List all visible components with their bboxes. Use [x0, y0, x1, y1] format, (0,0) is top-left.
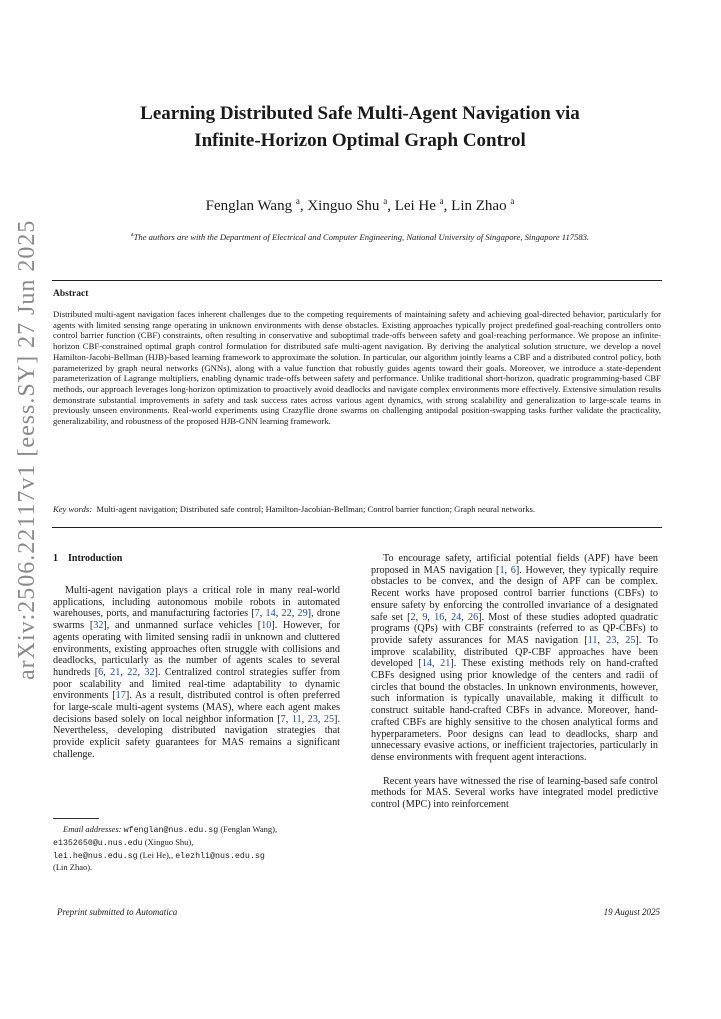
author-name: Xinguo Shu: [307, 198, 380, 214]
citation-link[interactable]: 21: [110, 666, 121, 678]
affiliation-mark: a: [130, 232, 134, 239]
citation-link[interactable]: 6: [510, 564, 516, 576]
text-run: ]. Nevertheless, developing distributed navigation strategies that provide explicit safety guarantees for MAS remains a significant challenge.: [53, 713, 340, 760]
citation-link[interactable]: 23: [307, 713, 318, 725]
arxiv-identifier[interactable]: arXiv:2506.22117v1 [eess.SY] 27 Jun 2025: [14, 219, 40, 680]
citation-link[interactable]: 9: [422, 611, 428, 623]
citation-link[interactable]: 14: [265, 608, 276, 620]
citation-link[interactable]: 25: [625, 634, 636, 646]
text-run: Multi-agent navigation plays a critical role in many real-world applications, including autonomous mobile robots in automated warehouses, ports, and manufacturing factories [: [53, 585, 340, 620]
email-link[interactable]: elezhli@nus.edu.sg: [175, 851, 265, 861]
citation-link[interactable]: 26: [467, 611, 479, 623]
email-link[interactable]: lei.he@nus.edu.sg: [53, 851, 138, 861]
abstract-top-rule: [52, 280, 662, 281]
citation-link[interactable]: 1: [499, 564, 505, 576]
citation-link[interactable]: 23: [606, 634, 617, 646]
citation-link[interactable]: 17: [115, 690, 126, 702]
citation-link[interactable]: 22: [281, 608, 292, 620]
email-owner: (Fenglan Wang),: [220, 824, 278, 834]
citation-link[interactable]: 29: [297, 608, 308, 620]
affiliation-mark: a: [439, 196, 444, 206]
section-number: 1: [53, 553, 58, 564]
affiliation-text: The authors are with the Department of Electrical and Computer Engineering, National University of Singapore, Singapore 117583.: [133, 232, 590, 242]
footer-date: 19 August 2025: [603, 907, 660, 917]
text-run: ]. Centralized control strategies suffer from poor scalability and limited real-time adaptability to dynamic environments [: [53, 666, 341, 702]
citation-link[interactable]: 14: [421, 658, 433, 670]
paragraph: [371, 776, 658, 811]
citation-link[interactable]: 32: [144, 666, 155, 678]
text-run: Recent years have witnessed the rise of learning-based safe control methods for MAS. Several works have integrated model predictive control (MPC) into reinforcement: [371, 775, 658, 811]
affiliation-mark: a: [295, 196, 300, 206]
footnote-emails: Email addresses: wfenglan@nus.edu.sg (Fenglan Wang), e1352650@u.nus.edu (Xinguo Shu), lei.he@nus.edu.sg (Lei He),, elezhli@nus.edu.sg (Lin Zhao).: [53, 824, 278, 873]
citation-link[interactable]: 22: [127, 666, 138, 678]
text-run: ]. To improve scalability, distributed QP-CBF approaches have been developed [: [371, 634, 658, 670]
text-run: ], and unmanned surface vehicles [: [103, 620, 262, 632]
author-name: Lin Zhao: [451, 198, 507, 214]
citation-link[interactable]: 6: [98, 666, 104, 678]
email-owner: (Xinguo Shu),: [144, 836, 194, 847]
affiliation-mark: a: [510, 196, 515, 206]
author-name: Fenglan Wang: [205, 198, 293, 214]
abstract-heading: Abstract: [53, 289, 89, 299]
email-owner: (Lin Zhao).: [53, 862, 93, 873]
footnote-label: Email addresses:: [63, 824, 122, 834]
affiliation: [50, 232, 670, 242]
footnote-rule: [53, 818, 99, 819]
citation-link[interactable]: 24: [451, 611, 462, 623]
email-link[interactable]: e1352650@u.nus.edu: [53, 838, 143, 848]
text-run: ], drone swarms [: [53, 608, 341, 632]
text-run: To encourage safety, artificial potential fields (APF) have been proposed in MAS navigation [: [371, 553, 658, 576]
citation-link[interactable]: 10: [261, 620, 272, 632]
text-run: ]. These existing methods rely on hand-crafted CBFs designed using prior knowledge of the centers and radii of circles that bound the obstacles. In unknown environments, however, such information is typically unavailable, making it difficult to construct suitable hand-crafted CBFs in advance. Moreover, hand-crafted CBFs are highly sensitive to the chosen analytical forms and hyperparameters. Poor designs can lead to deadlocks, sharp and unnecessary evasive actions, or inefficient trajectories, particularly in dense environments with frequent agent interactions.: [371, 658, 659, 763]
paragraph: Multi-agent navigation plays a critical role in many real-world applications, including autonomous mobile robots in automated warehouses, ports, and manufacturing factories [7, 14, 22, 29], drone swarms [32], and unmanned surface vehicles [10]. However, for agents operating with limited sensing radii in unknown and cluttered environments, existing approaches often struggle with collisions and deadlocks, particularly as the number of agents scales to several hundreds [6, 21, 22, 32]. Centralized control strategies suffer from poor scalability and limited real-time adaptability to dynamic environments [17]. As a result, distributed control is often preferred for large-scale multi-agent systems (MAS), where each agent makes decisions based solely on local neighbor information [7, 11, 23, 25]. Nevertheless, developing distributed navigation strategies that provide explicit safety guarantees for MAS remains a significant challenge.: [53, 585, 341, 760]
footer-preprint-note: Preprint submitted to Automatica: [57, 907, 178, 917]
abstract-text: Distributed multi-agent navigation faces inherent challenges due to the competing requirements of maintaining safety and achieving goal-directed behavior, particularly for agents with limited sensing range operating in unknown environments with dense obstacles. Existing approaches typically project predefined goal-reaching controllers onto control barrier function (CBF) constraints, often resulting in conservative and suboptimal trade-offs between safety and goal-reaching performance. We propose an infinite-horizon CBF-constrained optimal graph control formulation for distributed safe multi-agent navigation. By deriving the analytical solution structure, we develop a novel Hamilton-Jacobi-Bellman (HJB)-based learning framework to approximate the solution. In particular, our algorithm jointly learns a CBF and a distributed control policy, both parameterized by graph neural networks (GNNs), along with a value function that robustly guides agents toward their goals. Moreover, we introduce a state-dependent parameterization of Lagrange multipliers, enabling dynamic trade-offs between safety and performance. Unlike traditional short-horizon, quadratic programming-based CBF methods, our approach leverages long-horizon optimization to proactively avoid deadlocks and navigate complex environments more effectively. Extensive simulation results demonstrate substantial improvements in safety and task success rates across various agent dynamics, with strong scalability and generalization to large-scale teams in previously unseen environments. Real-world experiments using Crazyflie drone swarms on challenging antipodal position-swapping tasks further validate the practicality, generalizability, and robustness of the proposed HJB-GNN learning framework.: [53, 309, 661, 427]
text-run: ]. However, they typically require obstacles to be convex, and the design of APF can be complex. Recent works have proposed control barrier functions (CBFs) to ensure safety by enforcing the controlled invariance of a designated safe set [: [371, 564, 659, 623]
keywords: [53, 504, 661, 514]
title-line-1: Learning Distributed Safe Multi-Agent Navigation via: [140, 103, 580, 124]
affiliation-mark: a: [383, 196, 388, 206]
citation-link[interactable]: 25: [323, 713, 335, 725]
citation-link[interactable]: 11: [587, 634, 598, 646]
text-run: ]. However, for agents operating with limited sensing radii in unknown and cluttered environments, existing approaches often struggle with collisions and deadlocks, particularly as the number of agents scales to several hundreds [: [53, 620, 341, 678]
text-run: ]. Most of these studies adopted quadratic programs (QPs) with CBF constraints (referred to as QP-CBFs) to provide safety assurances for MAS navigation [: [371, 611, 659, 646]
paper-title: [60, 100, 660, 154]
keywords-text: Multi-agent navigation; Distributed safe control; Hamilton-Jacobian-Bellman; Control barrier function; Graph neural networks.: [96, 504, 536, 514]
citation-link[interactable]: 21: [440, 658, 451, 670]
citation-link[interactable]: 11: [291, 713, 302, 725]
right-column: [371, 553, 658, 811]
keywords-label: Key words:: [53, 504, 93, 514]
citation-link[interactable]: 32: [93, 620, 104, 632]
left-column: [53, 585, 340, 761]
title-line-2: Infinite-Horizon Optimal Graph Control: [194, 130, 526, 151]
citation-link[interactable]: 7: [280, 713, 286, 725]
author-list: Fenglan Wang $^a$, Xinguo Shu $^a$, Lei He $^a$, Lin Zhao $^a$: [205, 196, 515, 214]
citation-link[interactable]: 7: [254, 608, 260, 620]
citation-link[interactable]: 16: [434, 611, 445, 623]
section-title: Introduction: [68, 553, 123, 564]
citation-link[interactable]: 2: [410, 611, 416, 623]
email-link[interactable]: wfenglan@nus.edu.sg: [123, 826, 219, 835]
email-owner: (Lei He),: [139, 849, 171, 860]
paragraph: To encourage safety, artificial potential fields (APF) have been proposed in MAS navigation [1, 6]. However, they typically require obstacles to be convex, and the design of APF can be complex. Recent works have proposed control barrier functions (CBFs) to ensure safety by enforcing the controlled invariance of a designated safe set [2, 9, 16, 24, 26]. Most of these studies adopted quadratic programs (QPs) with CBF constraints (referred to as QP-CBFs) to provide safety assurances for MAS navigation [11, 23, 25]. To improve scalability, distributed QP-CBF approaches have been developed [14, 21]. These existing methods rely on hand-crafted CBFs designed using prior knowledge of the centers and radii of circles that bound the obstacles. In unknown environments, however, such information is typically unavailable, making it difficult to construct suitable hand-crafted CBFs in advance. Moreover, hand-crafted CBFs are highly sensitive to the chosen analytical forms and hyperparameters. Poor designs can lead to deadlocks, sharp and unnecessary evasive actions, or inefficient trajectories, particularly in dense environments with frequent agent interactions.: [371, 553, 659, 763]
text-run: ]. As a result, distributed control is often preferred for large-scale multi-agent systems (MAS), where each agent makes decisions based solely on local neighbor information [: [53, 690, 340, 725]
abstract-bottom-rule: [52, 527, 662, 528]
author-name: Lei He: [394, 198, 436, 214]
section-heading: [53, 553, 132, 564]
